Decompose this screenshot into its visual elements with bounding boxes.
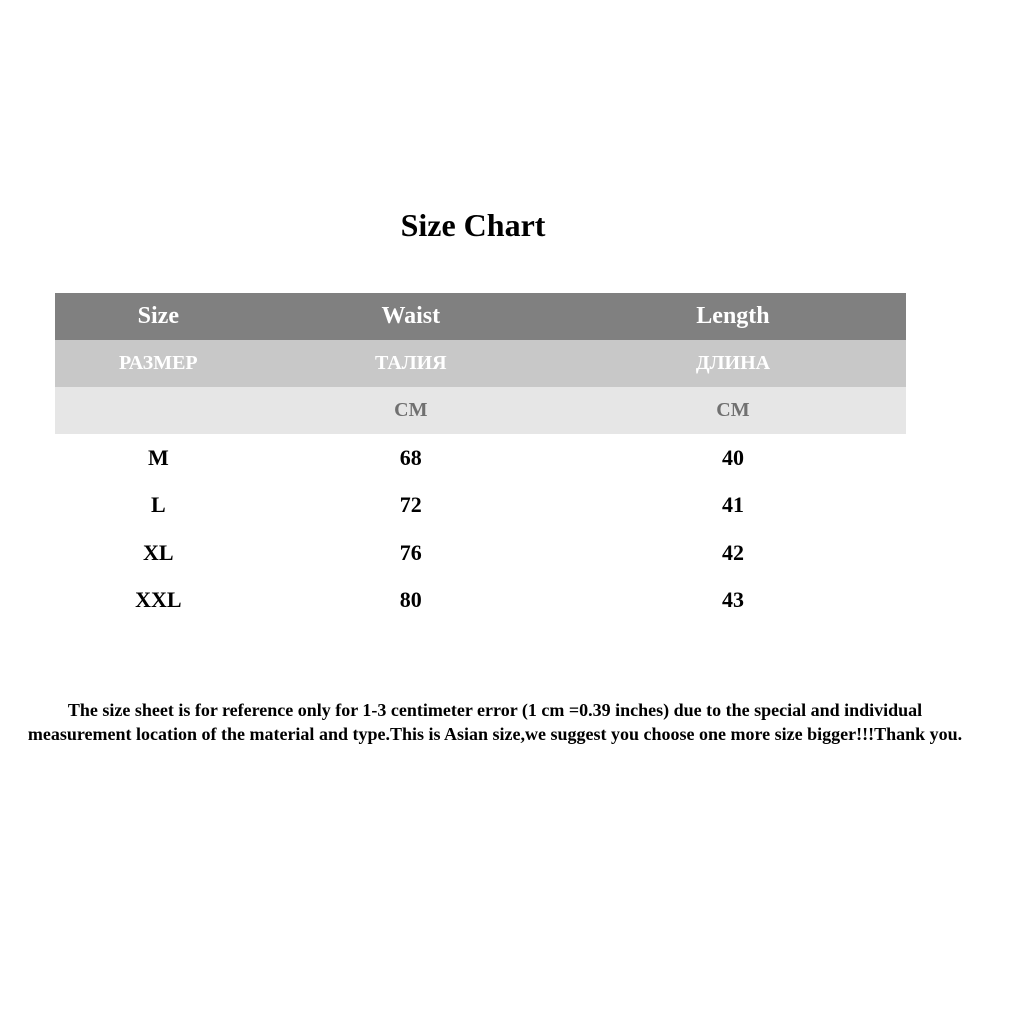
size-cell: M — [147, 444, 169, 470]
header-ru-length: ДЛИНА — [695, 352, 771, 374]
size-cell: XL — [143, 539, 174, 565]
units-row — [55, 387, 906, 434]
header-length: Length — [696, 303, 770, 329]
waist-cell: 80 — [399, 587, 422, 613]
waist-cell: 72 — [399, 492, 422, 518]
table-row — [55, 434, 906, 482]
waist-cell: 76 — [399, 539, 422, 565]
header-ru-size: РАЗМЕР — [119, 352, 198, 374]
header-waist: Waist — [381, 303, 441, 329]
waist-cell: 68 — [399, 444, 422, 470]
table-row — [55, 577, 906, 625]
size-table — [55, 293, 906, 624]
size-note: The size sheet is for reference only for 1-3 centimeter error (1 cm =0.39 inches) due to the special and individual measurement location of the material and type.This is Asian size,we suggest you choose one more size bigger!!!Thank you. — [27, 700, 963, 744]
header-row — [55, 293, 906, 340]
page-title: Size Chart — [400, 207, 546, 243]
length-cell: 43 — [721, 587, 744, 613]
size-cell: L — [150, 492, 166, 518]
table-row — [55, 529, 906, 577]
length-cell: 40 — [721, 444, 744, 470]
length-cell: 41 — [721, 492, 744, 518]
size-cell: XXL — [135, 587, 182, 613]
table-row — [55, 482, 906, 530]
unit-length: CM — [716, 399, 750, 421]
header-size: Size — [137, 303, 179, 329]
header-row-russian — [55, 340, 906, 387]
length-cell: 42 — [721, 539, 744, 565]
header-ru-waist: ТАЛИЯ — [374, 352, 447, 374]
unit-waist: CM — [394, 399, 428, 421]
